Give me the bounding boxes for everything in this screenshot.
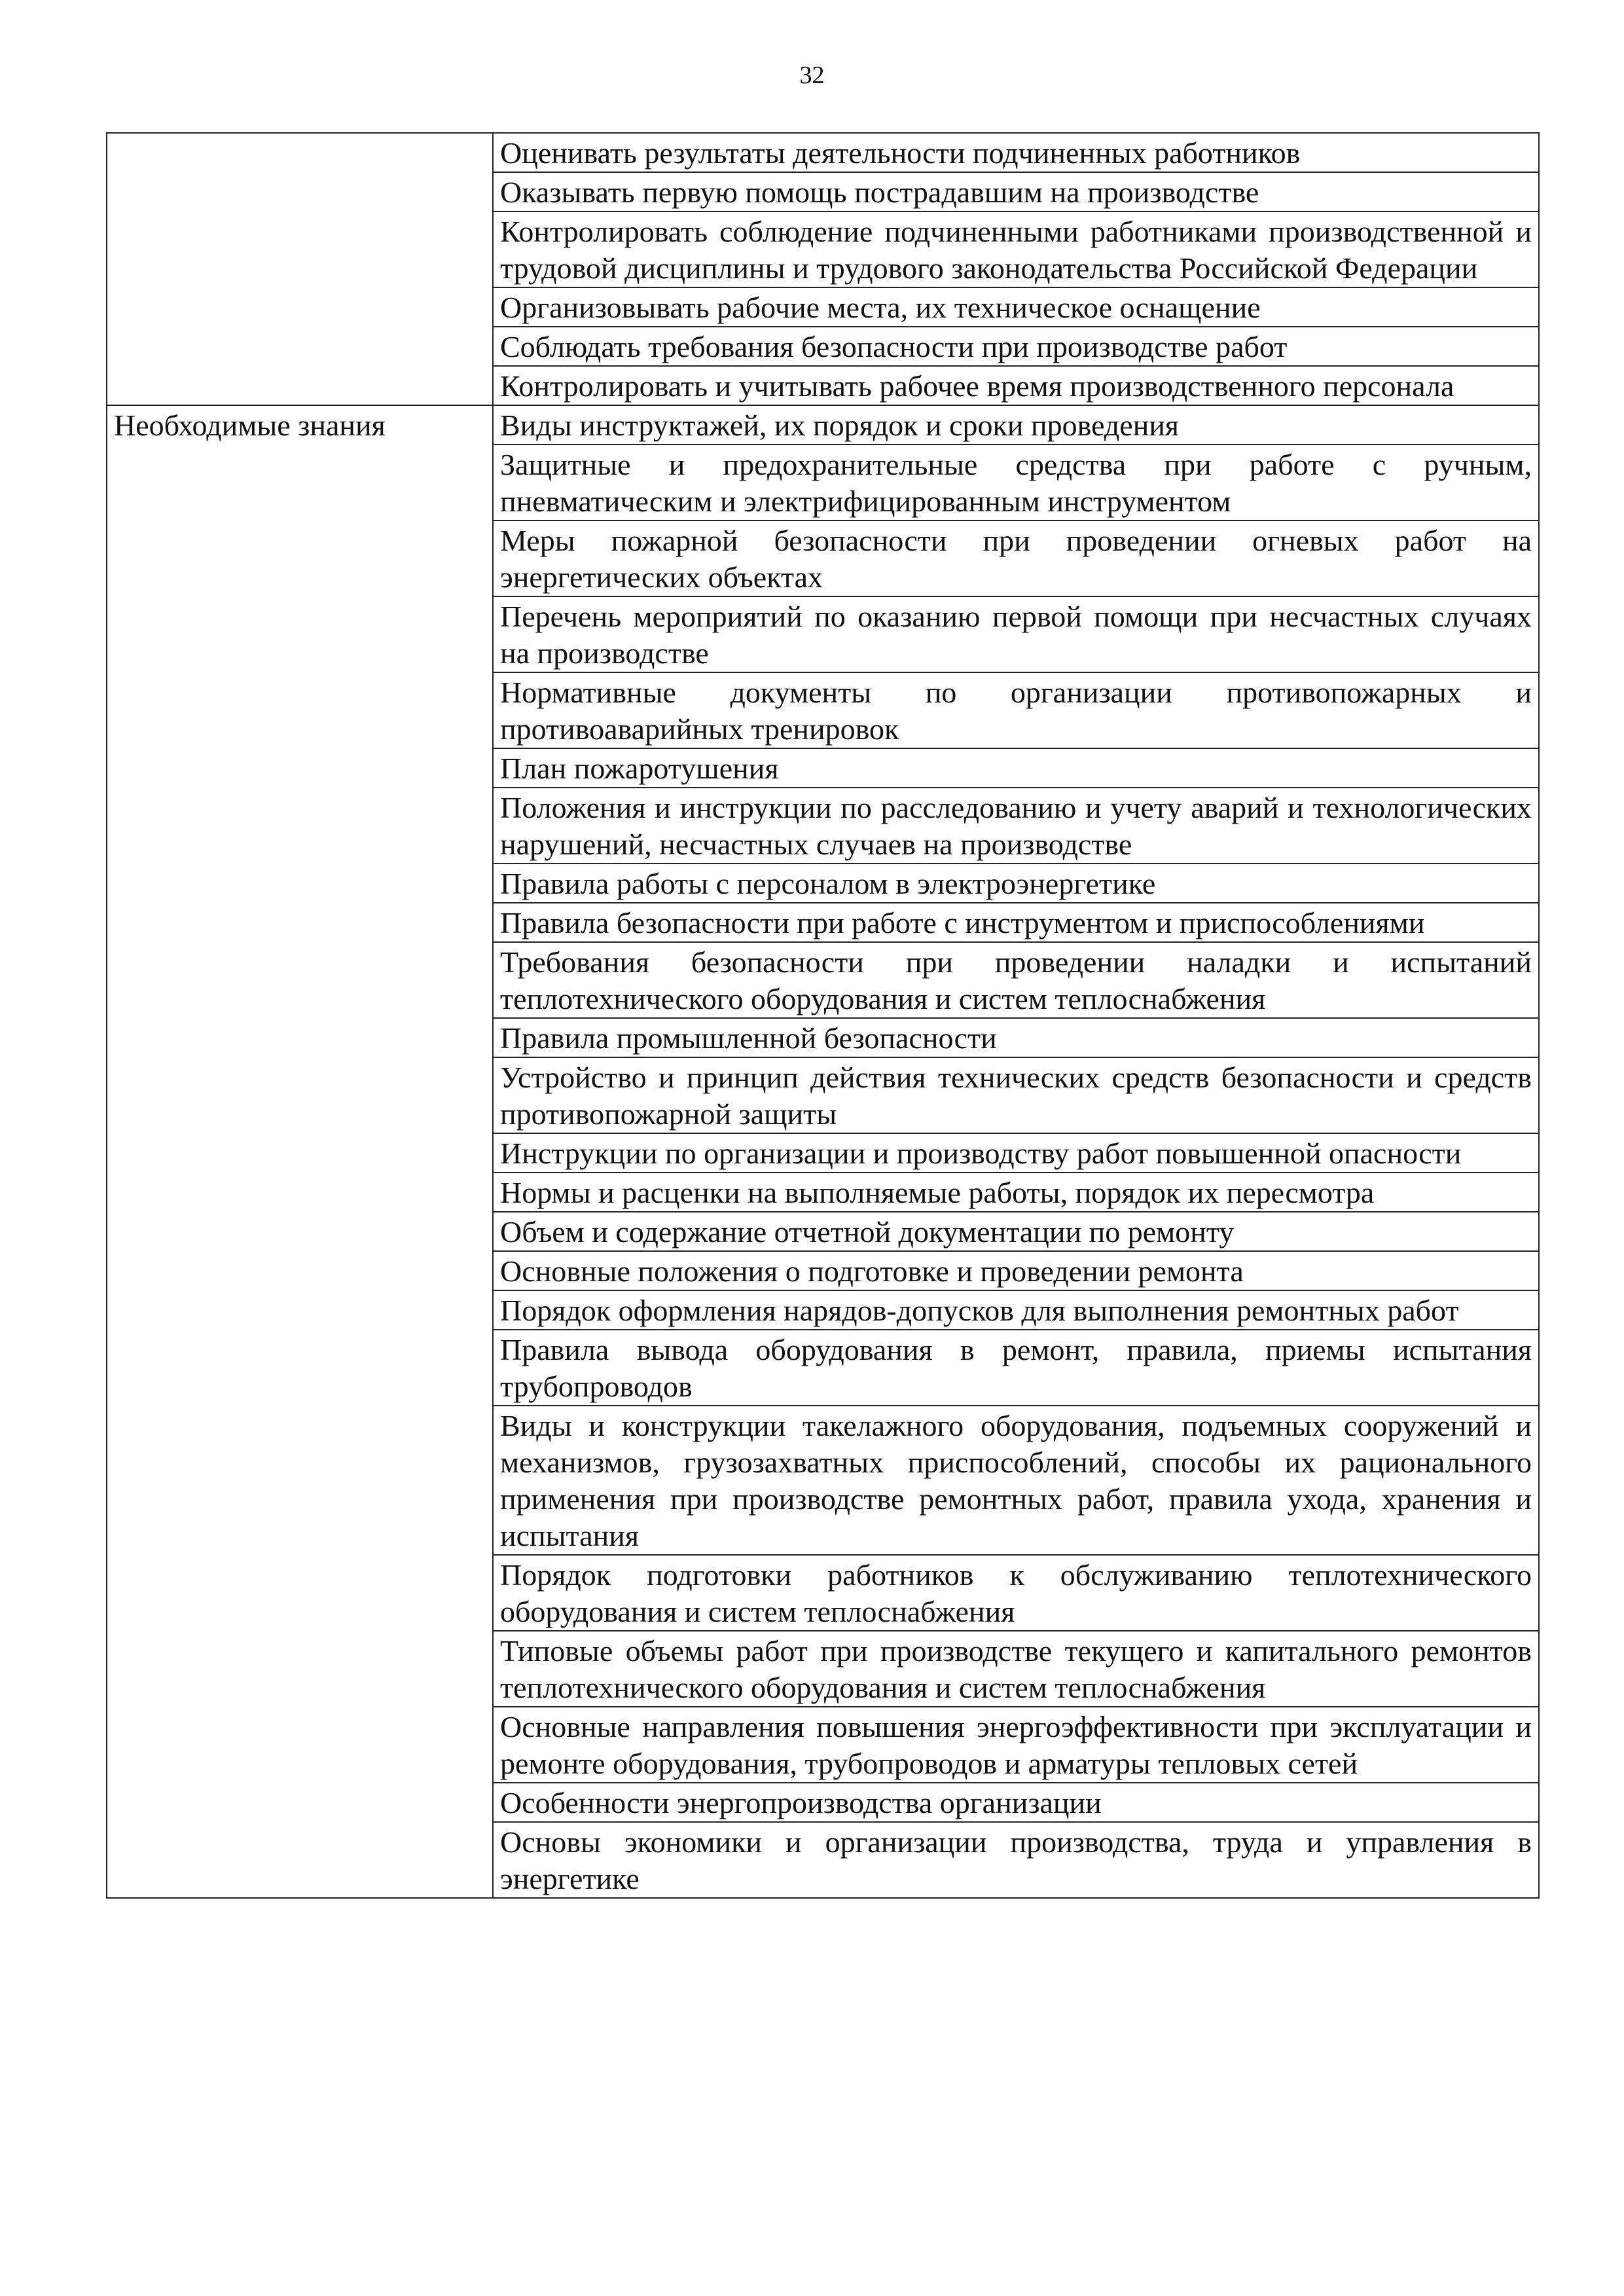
table-row — [107, 133, 1539, 172]
table-cell-item: План пожаротушения — [493, 748, 1539, 788]
table-cell-item: Требования безопасности при проведении наладки и испытаний теплотехнического оборудования и систем теплоснабжения — [493, 942, 1539, 1018]
table-cell-item: Правила вывода оборудования в ремонт, правила, приемы испытания трубопроводов — [493, 1330, 1539, 1406]
page-number: 32 — [799, 62, 825, 89]
table-cell-item: Виды и конструкции такелажного оборудования, подъемных сооружений и механизмов, грузозахватных приспособлений, способы их рационального применения при производстве ремонтных работ, правила ухода, хранения и испытания — [493, 1406, 1539, 1555]
table-cell-item: Объем и содержание отчетной документации по ремонту — [493, 1212, 1539, 1251]
table-cell-item: Оценивать результаты деятельности подчиненных работников — [493, 133, 1539, 172]
table-cell-item: Перечень мероприятий по оказанию первой помощи при несчастных случаях на производстве — [493, 596, 1539, 672]
table-cell-item: Защитные и предохранительные средства при работе с ручным, пневматическим и электрифицированным инструментом — [493, 445, 1539, 520]
table-cell-item: Порядок подготовки работников к обслуживанию теплотехнического оборудования и систем теплоснабжения — [493, 1555, 1539, 1631]
table-cell-item: Меры пожарной безопасности при проведении огневых работ на энергетических объектах — [493, 520, 1539, 596]
table-cell-item: Основы экономики и организации производства, труда и управления в энергетике — [493, 1822, 1539, 1898]
table-cell-item: Основные направления повышения энергоэффективности при эксплуатации и ремонте оборудования, трубопроводов и арматуры тепловых сетей — [493, 1707, 1539, 1783]
competency-table — [106, 132, 1540, 1899]
table-cell-item: Инструкции по организации и производству работ повышенной опасности — [493, 1133, 1539, 1173]
table-cell-item: Виды инструктажей, их порядок и сроки проведения — [493, 405, 1539, 445]
table-cell-item: Правила безопасности при работе с инструментом и приспособлениями — [493, 903, 1539, 942]
table-cell-item: Правила работы с персоналом в электроэнергетике — [493, 864, 1539, 903]
table-cell-item: Особенности энергопроизводства организации — [493, 1783, 1539, 1822]
table-cell-item: Правила промышленной безопасности — [493, 1018, 1539, 1057]
table-cell-item: Основные положения о подготовке и проведении ремонта — [493, 1251, 1539, 1290]
table-cell-item: Положения и инструкции по расследованию и учету аварий и технологических нарушений, несчастных случаев на производстве — [493, 788, 1539, 864]
table-cell-item: Организовывать рабочие места, их техническое оснащение — [493, 287, 1539, 327]
table-cell-item: Соблюдать требования безопасности при производстве работ — [493, 327, 1539, 366]
table-cell-item: Устройство и принцип действия технических средств безопасности и средств противопожарной защиты — [493, 1057, 1539, 1133]
table-cell-item: Нормы и расценки на выполняемые работы, порядок их пересмотра — [493, 1173, 1539, 1212]
table-cell-item: Порядок оформления нарядов-допусков для выполнения ремонтных работ — [493, 1290, 1539, 1330]
table-cell-item: Типовые объемы работ при производстве текущего и капитального ремонтов теплотехнического оборудования и систем теплоснабжения — [493, 1631, 1539, 1707]
skills-label-cell — [107, 133, 493, 405]
table-row — [107, 405, 1539, 445]
knowledge-label-cell: Необходимые знания — [107, 405, 493, 1898]
table-cell-item: Оказывать первую помощь пострадавшим на производстве — [493, 172, 1539, 211]
table-cell-item: Контролировать соблюдение подчиненными работниками производственной и трудовой дисциплины и трудового законодательства Российской Федерации — [493, 211, 1539, 287]
table-cell-item: Нормативные документы по организации противопожарных и противоаварийных тренировок — [493, 672, 1539, 748]
table-cell-item: Контролировать и учитывать рабочее время производственного персонала — [493, 366, 1539, 405]
